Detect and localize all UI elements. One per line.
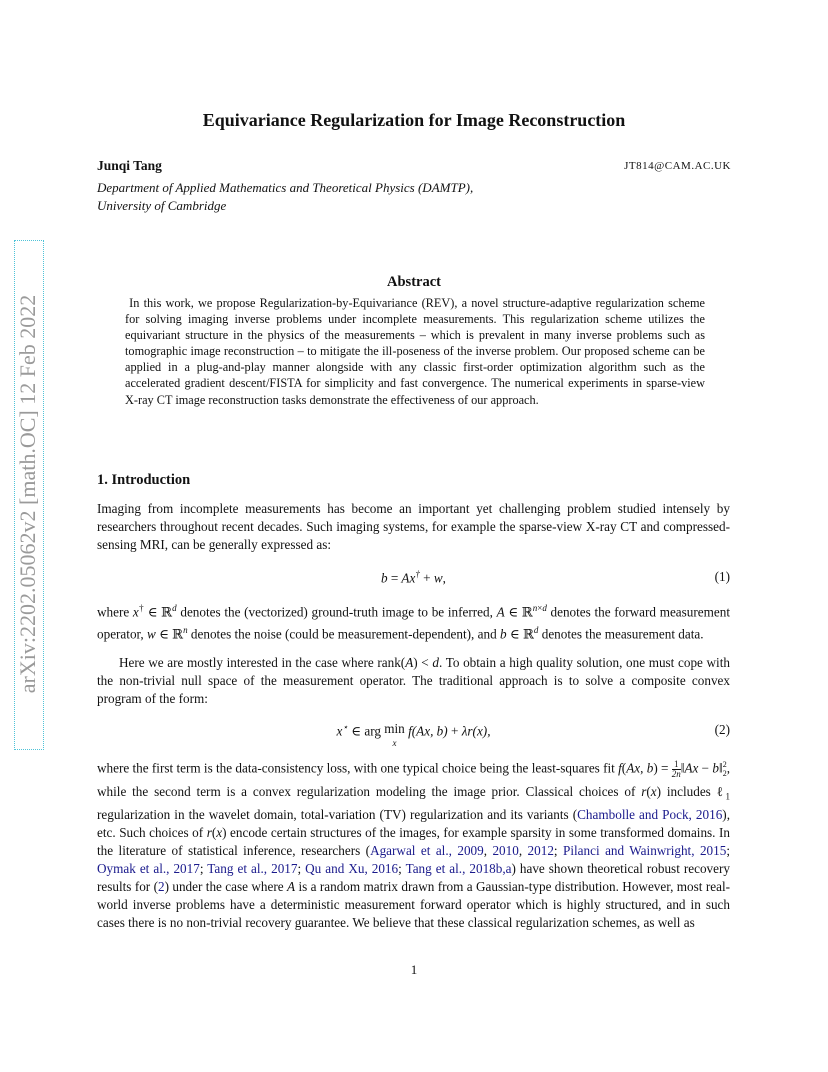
- abstract-text: [125, 295, 705, 408]
- affiliation: [97, 179, 473, 215]
- citation-link[interactable]: Chambolle and Pock, 2016: [577, 806, 723, 822]
- author-name: Junqi Tang: [97, 158, 162, 173]
- citation-link[interactable]: Oymak et al., 2017: [97, 860, 200, 876]
- page-number: 1: [410, 962, 418, 977]
- author-email: JT814@CAM.AC.UK: [624, 160, 731, 172]
- equation-ref-link[interactable]: 2: [157, 878, 165, 894]
- intro-paragraph-1: Imaging from incomplete measurements has become an important yet challenging problem studied intensely by researchers throughout recent decades. Such imaging systems, for example the sparse-view X-ray CT and compressed-sensing MRI, can be generally expressed as:: [97, 501, 730, 552]
- equation-1-body: b = Ax† + w,: [381, 569, 446, 586]
- equation-1-number: (1): [714, 569, 730, 584]
- citation-link[interactable]: 2012: [527, 842, 554, 858]
- abstract-heading: Abstract: [387, 274, 441, 290]
- paper-title: Equivariance Regularization for Image Reconstruction: [202, 110, 626, 130]
- equation-2: [97, 722, 730, 748]
- affiliation-line-2: University of Cambridge: [97, 198, 227, 213]
- citation-link[interactable]: Tang et al., 2017: [207, 860, 298, 876]
- intro-paragraph-2: where x† ∈ ℝ$^d$ denotes the (vectorized) ground-truth image to be inferred, A ∈ ℝ$^{n\times d}$ denotes the forward measurement operator, w ∈ ℝ$^n$ denotes the noise (could be measurement-dependent), and b ∈ ℝ$^d$ denotes the measurement data.: [97, 603, 730, 642]
- equation-2-body: x⋆ ∈ arg min x f(Ax, b) + λr(x),: [336, 721, 491, 748]
- citation-link[interactable]: Agarwal et al., 2009: [370, 842, 484, 858]
- affiliation-line-1: Department of Applied Mathematics and Theoretical Physics (DAMTP),: [97, 180, 474, 195]
- equation-2-number: (2): [714, 722, 730, 737]
- arxiv-stamp: [14, 240, 44, 750]
- citation-link[interactable]: Tang et al., 2018b,a: [405, 860, 512, 876]
- arxiv-stamp-text: arXiv:2202.05062v2 [math.OC] 12 Feb 2022: [15, 294, 40, 694]
- section-heading: 1. Introduction: [97, 472, 191, 488]
- intro-paragraph-4: where the first term is the data-consistency loss, with one typical choice being the least-squares fit f(Ax, b) = $\frac{1}{2n}$ ‖Ax − b‖$^2_2$, while the second term is a convex regularization modeling the image prior. Classical choices of r(x) includes ℓ$_1$ regularization in the wavelet domain, total-variation (TV) regularization and its variants (Chambolle and Pock, 2016), etc. Such choices of r(x) encode certain structures of the images, for example sparsity in some transformed domains. In the literature of statistical inference, researchers (Agarwal et al., 2009, 2010, 2012; Pilanci and Wainwright, 2015; Oymak et al., 2017; Tang et al., 2017; Qu and Xu, 2016; Tang et al., 2018b,a) have shown theoretical robust recovery results for (2) under the case where A is a random matrix drawn from a Gaussian-type distribution. However, most real-world inverse problems have a deterministic measurement forward operator which is highly structured, and in such cases there is no non-trivial recovery guarantee. We believe that these classical regularization schemes, as well as: [97, 758, 730, 930]
- citation-link[interactable]: Pilanci and Wainwright, 2015: [563, 842, 727, 858]
- abstract-body: In this work, we propose Regularization-by-Equivariance (REV), a novel structure-adaptive regularization scheme for solving imaging inverse problems under incomplete measurements. This regularization scheme utilizes the equivariant structure in the physics of the measurements – which is prevalent in many inverse problems such as tomographic image reconstruction – to mitigate the ill-poseness of the inverse problem. Our proposed scheme can be applied in a plug-and-play manner alongside with any classic first-order optimization algorithm such as the accelerated gradient descent/FISTA for simplicity and fast convergence. The numerical experiments in sparse-view X-ray CT image reconstruction tasks demonstrate the effectiveness of our approach.: [125, 296, 705, 407]
- equation-1: [97, 569, 730, 587]
- intro-paragraph-3: Here we are mostly interested in the case where rank(A) < d. To obtain a high quality solution, one must cope with the non-trivial null space of the measurement operator. The traditional approach is to solve a composite convex program of the form:: [97, 655, 730, 706]
- citation-link[interactable]: 2010: [492, 842, 519, 858]
- citation-link[interactable]: Qu and Xu, 2016: [305, 860, 399, 876]
